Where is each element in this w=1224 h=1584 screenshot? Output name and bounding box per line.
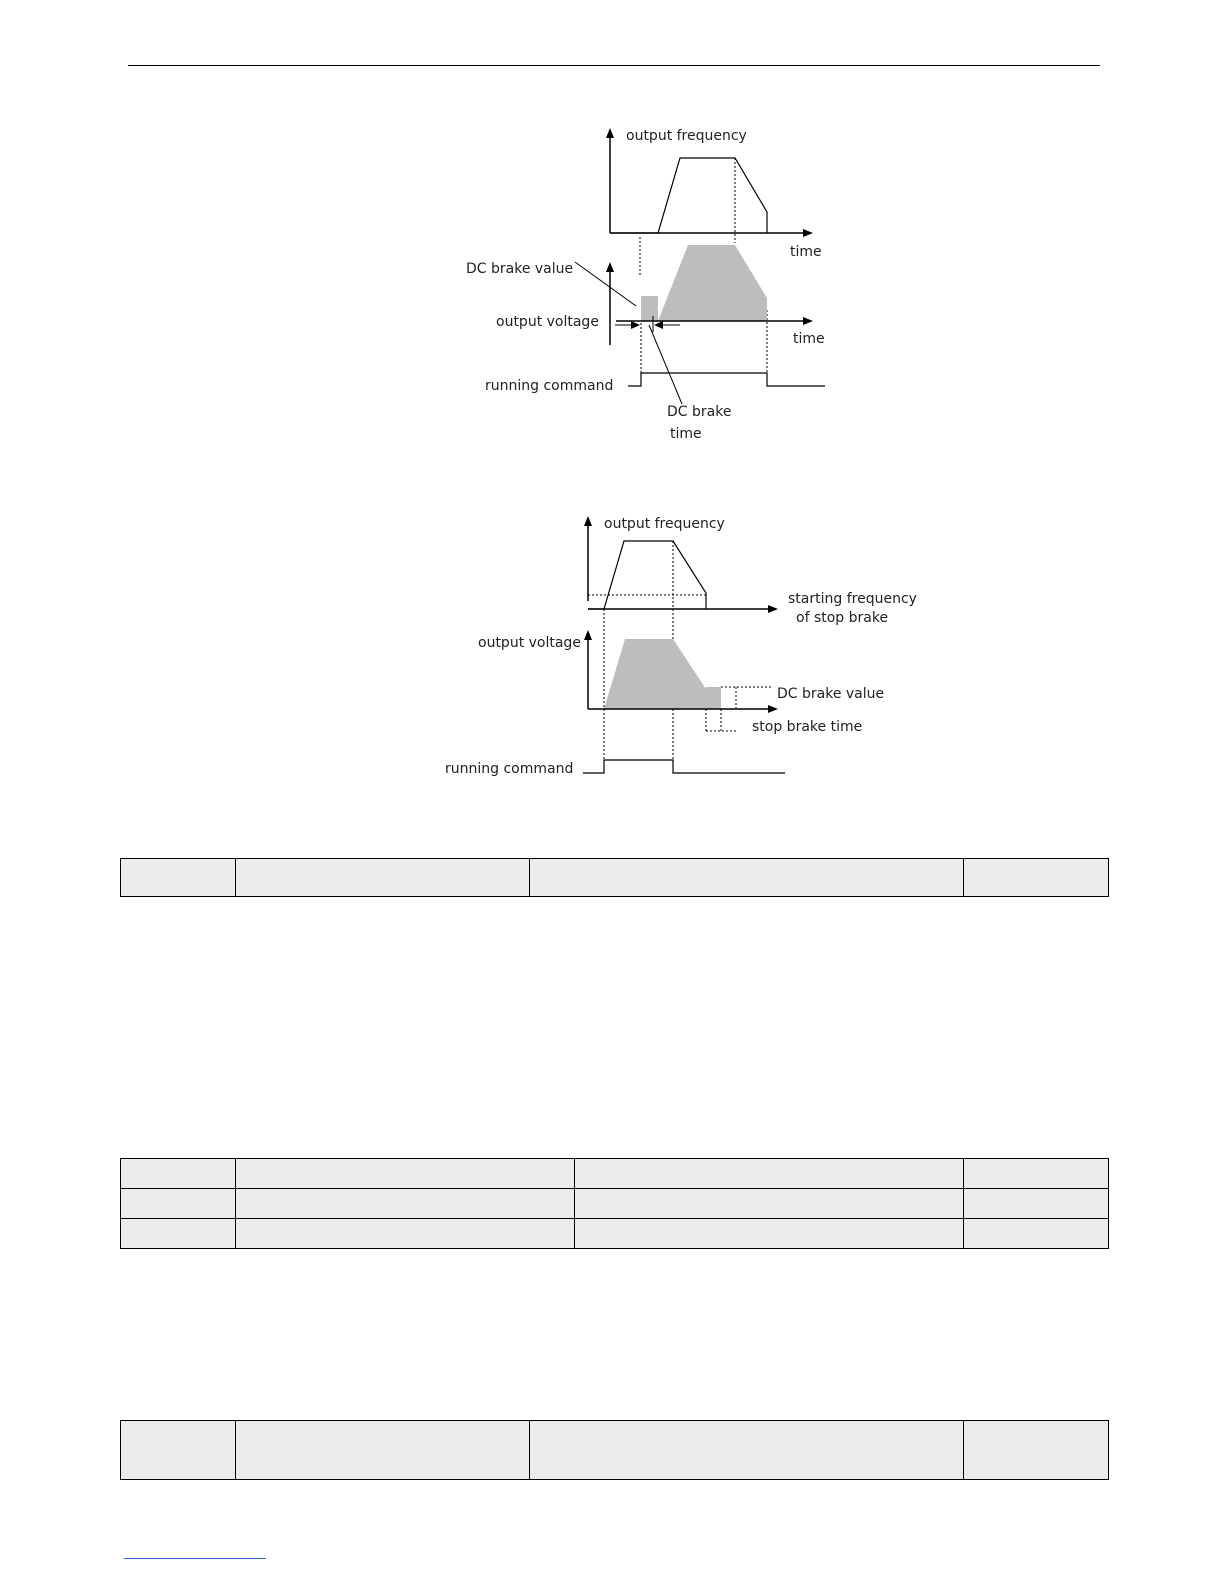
label-starting-freq-2: of stop brake xyxy=(796,610,889,626)
header-rule xyxy=(128,65,1100,66)
stop-dc-brake-diagram xyxy=(440,508,930,788)
table-cell xyxy=(236,1159,575,1189)
freq-x-arrow-icon xyxy=(768,605,778,613)
freq-y-arrow-icon xyxy=(584,516,592,526)
label-dc-brake-time-1: DC brake xyxy=(667,404,732,420)
parameter-table-1 xyxy=(120,858,1109,897)
freq-y-arrow-icon xyxy=(606,128,614,138)
dc-brake-block xyxy=(641,296,658,321)
label-time-top: time xyxy=(790,244,822,260)
parameter-table-3 xyxy=(120,1420,1109,1480)
label-starting-freq-1: starting frequency xyxy=(788,591,917,607)
table-cell xyxy=(121,859,236,897)
table-row xyxy=(121,859,1109,897)
footer-link-underline[interactable] xyxy=(124,1558,266,1559)
table-cell xyxy=(964,1219,1109,1249)
label-stop-brake-time: stop brake time xyxy=(752,719,863,735)
table-row xyxy=(121,1219,1109,1249)
table-cell xyxy=(964,1189,1109,1219)
table-row xyxy=(121,1421,1109,1480)
table-cell xyxy=(236,1421,530,1480)
running-command-signal xyxy=(628,373,825,386)
label-running-command: running command xyxy=(445,761,574,777)
freq-x-arrow-icon xyxy=(803,229,813,237)
table-row xyxy=(121,1159,1109,1189)
frequency-curve xyxy=(588,541,706,609)
running-command-signal xyxy=(583,760,785,773)
label-output-frequency: output frequency xyxy=(626,128,747,144)
label-output-voltage: output voltage xyxy=(496,314,599,330)
table-cell xyxy=(575,1159,964,1189)
table-cell xyxy=(964,1421,1109,1480)
table-cell xyxy=(530,859,964,897)
label-output-voltage: output voltage xyxy=(478,635,581,651)
voltage-x-arrow-icon xyxy=(803,317,813,325)
voltage-y-arrow-icon xyxy=(606,262,614,272)
table-cell xyxy=(236,1189,575,1219)
table-cell xyxy=(236,859,530,897)
label-output-frequency: output frequency xyxy=(604,516,725,532)
table-cell xyxy=(121,1421,236,1480)
table-cell xyxy=(121,1219,236,1249)
table-cell xyxy=(575,1219,964,1249)
table-cell xyxy=(575,1189,964,1219)
voltage-y-arrow-icon xyxy=(584,630,592,640)
label-dc-brake-value: DC brake value xyxy=(466,261,574,277)
label-dc-brake-value: DC brake value xyxy=(777,686,885,702)
label-time-bottom: time xyxy=(793,331,825,347)
table-cell xyxy=(964,1159,1109,1189)
label-running-command: running command xyxy=(485,378,614,394)
table-cell xyxy=(121,1189,236,1219)
table-row xyxy=(121,1189,1109,1219)
parameter-table-2 xyxy=(120,1158,1109,1249)
voltage-x-arrow-icon xyxy=(768,705,778,713)
table-cell xyxy=(121,1159,236,1189)
label-dc-brake-time-2: time xyxy=(670,426,702,442)
voltage-fill xyxy=(658,245,767,321)
table-cell xyxy=(964,859,1109,897)
table-cell xyxy=(530,1421,964,1480)
start-dc-brake-diagram xyxy=(440,120,840,450)
frequency-curve xyxy=(610,158,767,233)
dc-brake-block xyxy=(706,687,721,709)
voltage-fill xyxy=(604,639,706,709)
table-cell xyxy=(236,1219,575,1249)
